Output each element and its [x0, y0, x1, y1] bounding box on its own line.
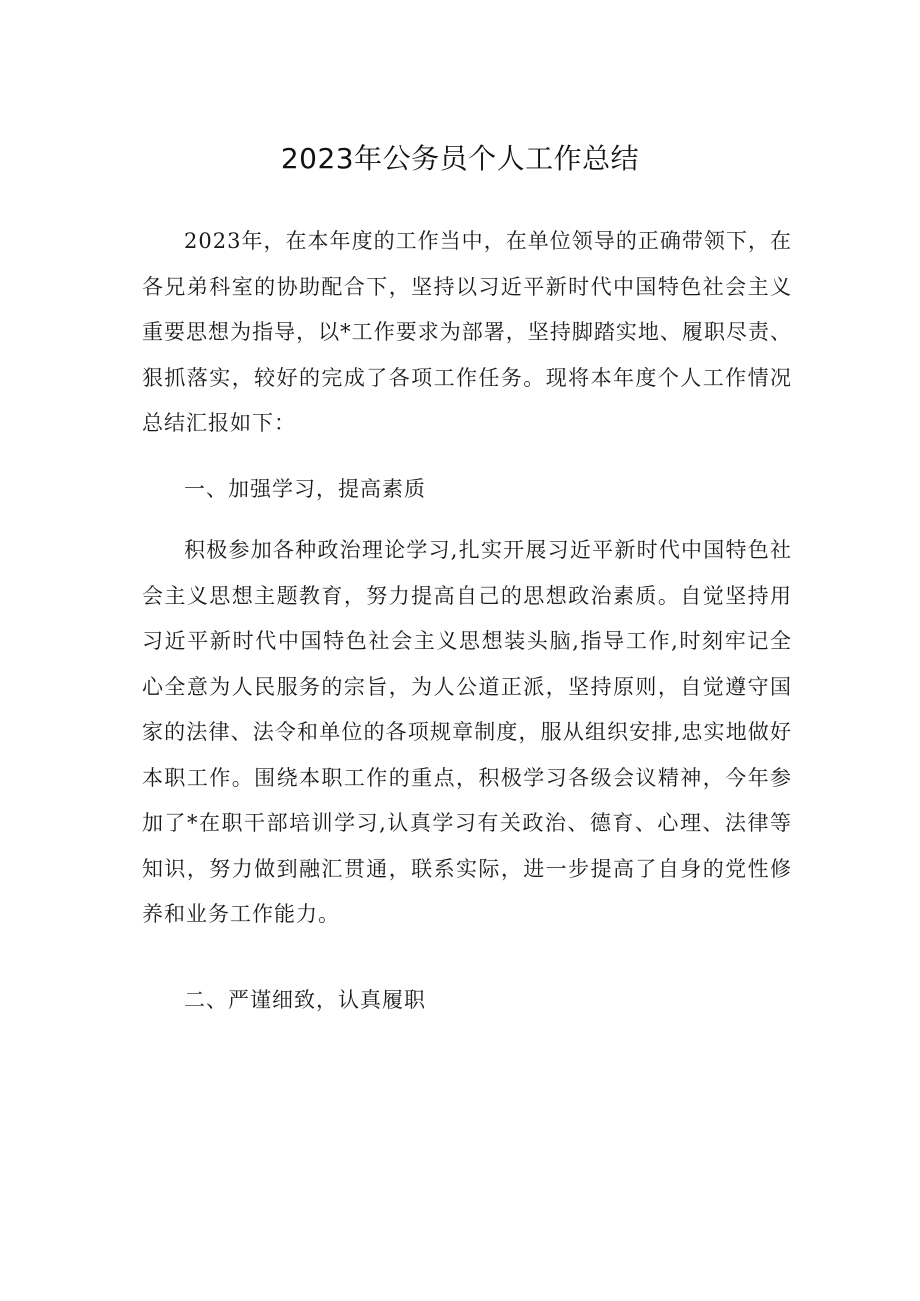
document-title: 2023年公务员个人工作总结 [280, 142, 640, 175]
section-heading-1 [142, 467, 792, 513]
section-heading-2 [142, 978, 792, 1024]
intro-paragraph-text: 2023年，在本年度的工作当中，在单位领导的正确带领下，在各兄弟科室的协助配合下，坚持以习近平新时代中国特色社会主义重要思想为指导，以*工作要求为部署，坚持脚踏实地、履职尽责、狠抓落实，较好的完成了各项工作任务。现将本年度个人工作情况总结汇报如下： [142, 229, 792, 435]
section-1-paragraph-text: 积极参加各种政治理论学习,扎实开展习近平新时代中国特色社会主义思想主题教育，努力提高自己的思想政治素质。自觉坚持用习近平新时代中国特色社会主义思想装头脑,指导工作,时刻牢记全心全意为人民服务的宗旨，为人公道正派，坚持原则，自觉遵守国家的法律、法令和单位的各项规章制度，服从组织安排,忠实地做好本职工作。围绕本职工作的重点，积极学习各级会议精神，今年参加了*在职干部培训学习,认真学习有关政治、德育、心理、法律等知识，努力做到融汇贯通，联系实际，进一步提高了自身的党性修养和业务工作能力。 [142, 538, 792, 926]
section-heading-1-text: 一、加强学习，提高素质 [184, 477, 426, 501]
section-1-paragraph [142, 528, 792, 938]
intro-paragraph [142, 219, 792, 447]
section-heading-2-text: 二、严谨细致，认真履职 [184, 988, 426, 1012]
